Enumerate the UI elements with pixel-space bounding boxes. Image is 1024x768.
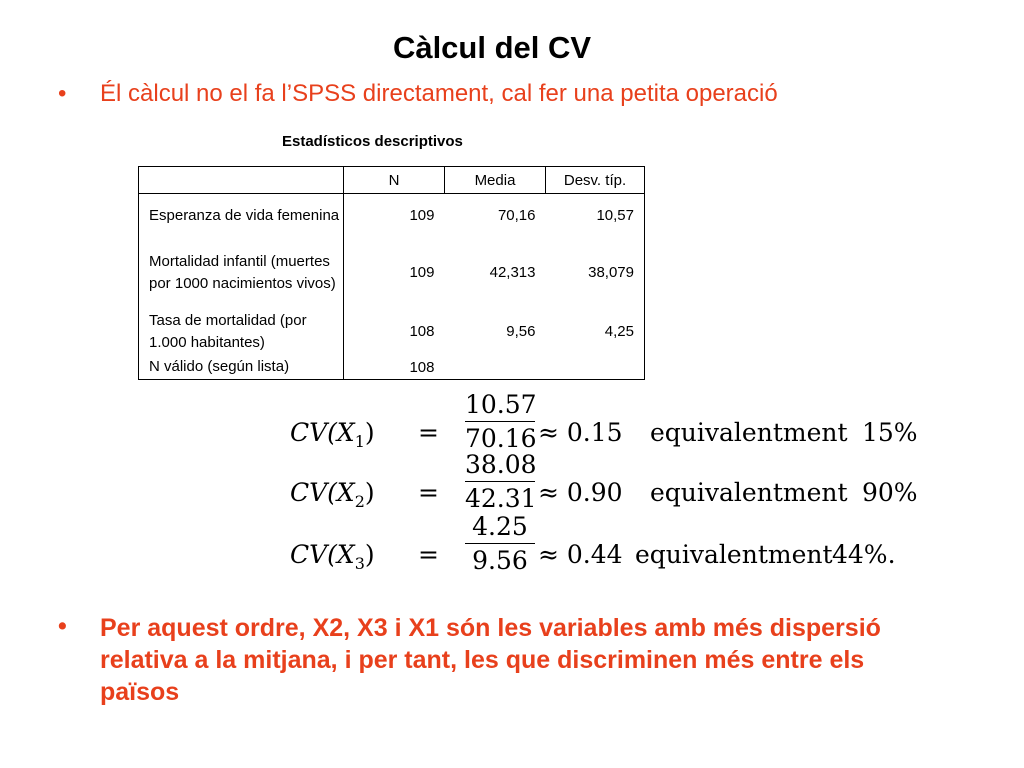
table-title: Estadísticos descriptivos <box>282 133 463 150</box>
eq-approx: ≈ 0.15 <box>538 418 623 447</box>
row-label: N válido (según lista) <box>139 356 344 380</box>
eq-percent: 15% <box>862 418 918 447</box>
bullet-conclusion-text: Per aquest ordre, X2, X3 i X1 són les variables amb més dispersió relativa a la mitjana, i per tant, les que discriminen més entre els països <box>100 614 881 706</box>
cell-media: 9,56 <box>506 323 536 340</box>
eq-fraction: $\frac{4.25}{9.56}$ <box>465 512 535 575</box>
cell-media: 70,16 <box>445 194 546 238</box>
eq-word: equivalentment <box>650 418 848 447</box>
table-row <box>139 238 645 308</box>
cell-n: 109 <box>344 238 445 308</box>
table-row <box>139 194 645 238</box>
cell-desv: 10,57 <box>546 194 645 238</box>
cell-n: 108 <box>344 308 445 356</box>
row-label: Esperanza de vida femenina <box>139 194 344 238</box>
table-row <box>139 356 645 380</box>
bullet-marker: • <box>58 612 67 640</box>
eq-equals: = <box>418 478 439 507</box>
cell-n: 109 <box>344 194 445 238</box>
cell-desv: 38,079 <box>546 238 645 308</box>
eq-percent: 90% <box>862 478 918 507</box>
descriptive-stats-table <box>138 166 645 380</box>
cell-media: 42,313 <box>489 264 536 281</box>
bullet-marker: • <box>58 80 67 107</box>
cell-desv <box>546 356 645 380</box>
eq-percent: 44%. <box>832 540 896 569</box>
bullet-intro-text: Él càlcul no el fa l’SPSS directament, cal fer una petita operació <box>100 80 778 107</box>
table-header-row <box>139 167 645 194</box>
row-label: Mortalidad infantil (muertes por 1000 nacimientos vivos) <box>139 238 344 308</box>
eq-equals: = <box>418 540 439 569</box>
eq-lhs: $CV(X_1)$ <box>290 418 375 451</box>
table-row <box>139 308 645 356</box>
eq-approx: ≈ 0.90 <box>538 478 623 507</box>
eq-lhs: $CV(X_3)$ <box>290 540 375 573</box>
cell-n: 108 <box>344 356 445 380</box>
header-media: Media <box>445 167 546 194</box>
eq-word: equivalentment <box>635 540 833 569</box>
eq-fraction: $\frac{38.08}{42.31}$ <box>465 450 537 513</box>
header-n: N <box>344 167 445 194</box>
cell-desv: 4,25 <box>546 308 645 356</box>
eq-fraction: $\frac{10.57}{70.16}$ <box>465 390 537 453</box>
eq-word: equivalentment <box>650 478 848 507</box>
eq-equals: = <box>418 418 439 447</box>
cell-media <box>445 356 546 380</box>
slide-title: Càlcul del CV <box>392 30 592 65</box>
header-desv: Desv. típ. <box>546 167 645 194</box>
header-corner <box>139 167 344 194</box>
eq-lhs: $CV(X_2)$ <box>290 478 375 511</box>
row-label: Tasa de mortalidad (por 1.000 habitantes) <box>139 308 344 356</box>
eq-approx: ≈ 0.44 <box>538 540 623 569</box>
